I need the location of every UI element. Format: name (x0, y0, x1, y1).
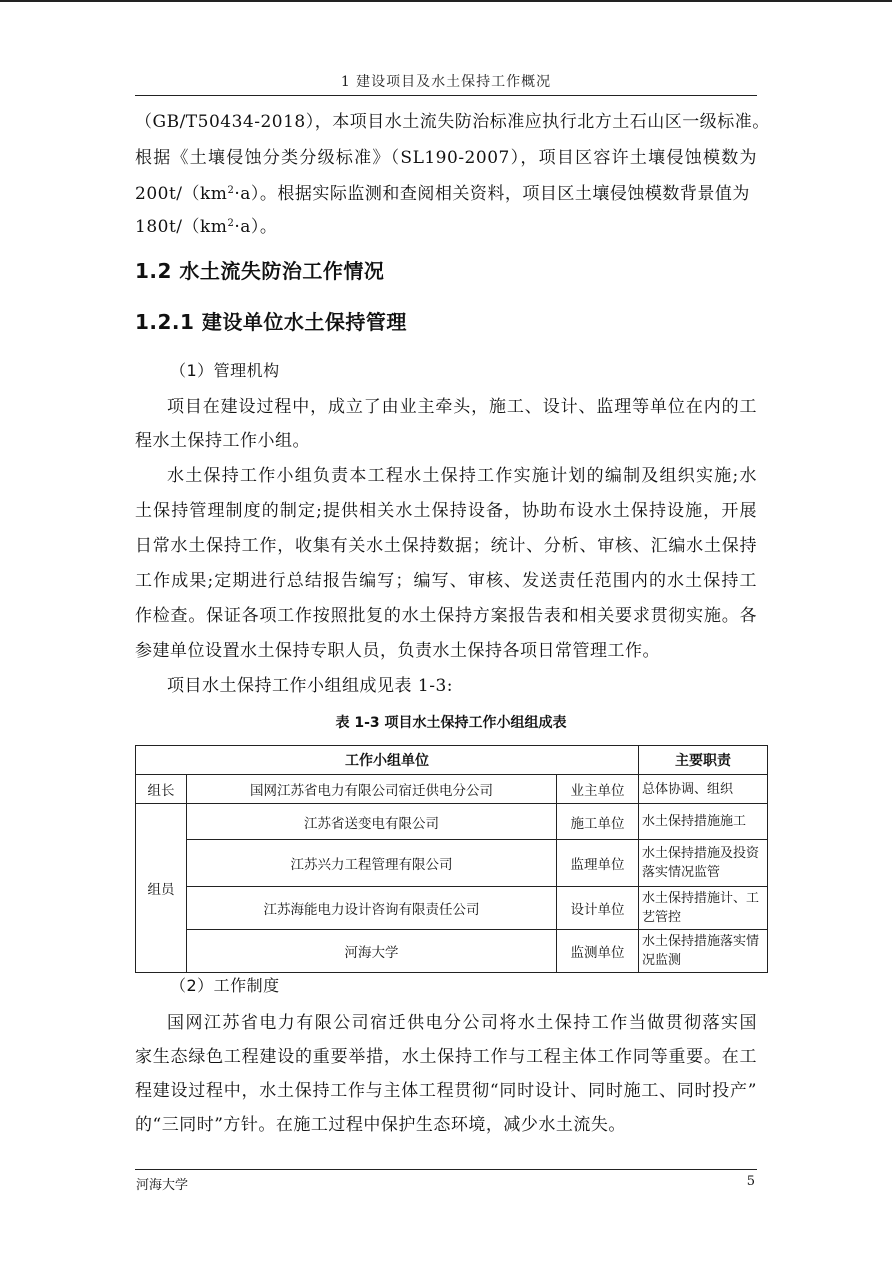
subheading-management: （1）管理机构 (170, 361, 280, 380)
unit-name: 河海大学 (187, 930, 557, 973)
para2-line-2: 土保持管理制度的制定;提供相关水土保持设备，协助布设水土保持设施，开展 (135, 501, 757, 521)
page-number: 5 (746, 1174, 755, 1189)
superscript: 2 (227, 218, 235, 229)
section-heading-1-2-1: 1.2.1 建设单位水土保持管理 (135, 310, 407, 334)
running-header: 1 建设项目及水土保持工作概况 (340, 74, 552, 90)
unit-duty: 水土保持措施计、工艺管控 (639, 887, 768, 930)
table-row (136, 930, 768, 973)
intro-line-4 (135, 216, 757, 238)
intro-line-4-a: 180t/（km (135, 217, 228, 237)
intro-line-3 (135, 183, 757, 205)
unit-duty: 水土保持措施落实情况监测 (639, 930, 768, 973)
unit-type: 监测单位 (557, 930, 639, 973)
intro-line-3-a: 200t/（km (135, 184, 228, 204)
header-work-group: 工作小组单位 (136, 746, 639, 775)
para4-line-3: 程建设过程中，水土保持工作与主体工程贯彻“同时设计、同时施工、同时投产” (135, 1081, 757, 1101)
unit-duty: 水土保持措施及投资落实情况监管 (639, 840, 768, 887)
para2-line-3: 日常水土保持工作，收集有关水土保持数据；统计、分析、审核、汇编水土保持 (135, 536, 757, 556)
footer-organization: 河海大学 (136, 1178, 189, 1193)
role-leader: 组长 (136, 775, 187, 804)
top-border (0, 0, 892, 2)
unit-type: 监理单位 (557, 840, 639, 887)
subheading-work-system: （2）工作制度 (170, 976, 280, 995)
role-member: 组员 (136, 804, 187, 973)
unit-name: 江苏兴力工程管理有限公司 (187, 840, 557, 887)
footer-divider (135, 1169, 757, 1170)
header-divider (135, 95, 757, 96)
para2-line-1: 水土保持工作小组负责本工程水土保持工作实施计划的编制及组织实施;水 (167, 466, 757, 486)
unit-type: 设计单位 (557, 887, 639, 930)
intro-line-2: 根据《土壤侵蚀分类分级标准》（SL190-2007），项目区容许土壤侵蚀模数为 (135, 148, 757, 168)
para4-line-2: 家生态绿色工程建设的重要举措，水土保持工作与工程主体工作同等重要。在工 (135, 1047, 757, 1067)
intro-line-1: （GB/T50434-2018），本项目水土流失防治标准应执行北方土石山区一级标准。 (135, 112, 770, 132)
unit-duty: 总体协调、组织 (639, 775, 768, 804)
para2-line-4: 工作成果;定期进行总结报告编写；编写、审核、发送责任范围内的水土保持工 (135, 571, 757, 591)
intro-line-4-b: ·a）。 (234, 217, 278, 237)
unit-duty: 水土保持措施施工 (639, 804, 768, 840)
unit-name: 江苏省送变电有限公司 (187, 804, 557, 840)
para1-line-2: 程水土保持工作小组。 (135, 431, 310, 451)
unit-name: 国网江苏省电力有限公司宿迁供电分公司 (187, 775, 557, 804)
table-row (136, 775, 768, 804)
intro-line-3-b: ·a）。根据实际监测和查阅相关资料，项目区土壤侵蚀模数背景值为 (234, 184, 750, 204)
work-group-table (135, 745, 768, 973)
table-row (136, 887, 768, 930)
para2-line-5: 作检查。保证各项工作按照批复的水土保持方案报告表和相关要求贯彻实施。各 (135, 606, 757, 626)
superscript: 2 (227, 185, 235, 196)
header-main-duty: 主要职责 (639, 746, 768, 775)
unit-type: 施工单位 (557, 804, 639, 840)
table-caption: 表 1-3 项目水土保持工作小组组成表 (335, 715, 567, 731)
para2-line-6: 参建单位设置水土保持专职人员，负责水土保持各项日常管理工作。 (135, 641, 660, 661)
para4-line-1: 国网江苏省电力有限公司宿迁供电分公司将水土保持工作当做贯彻落实国 (167, 1013, 757, 1033)
para1-line-1: 项目在建设过程中，成立了由业主牵头，施工、设计、监理等单位在内的工 (167, 397, 757, 417)
table-header-row (136, 746, 768, 775)
para4-line-4: 的“三同时”方针。在施工过程中保护生态环境，减少水土流失。 (135, 1115, 626, 1135)
unit-type: 业主单位 (557, 775, 639, 804)
para3-line-1: 项目水土保持工作小组组成见表 1-3: (167, 676, 454, 696)
unit-name: 江苏海能电力设计咨询有限责任公司 (187, 887, 557, 930)
section-heading-1-2: 1.2 水土流失防治工作情况 (135, 259, 385, 283)
table-row (136, 804, 768, 840)
table-row (136, 840, 768, 887)
